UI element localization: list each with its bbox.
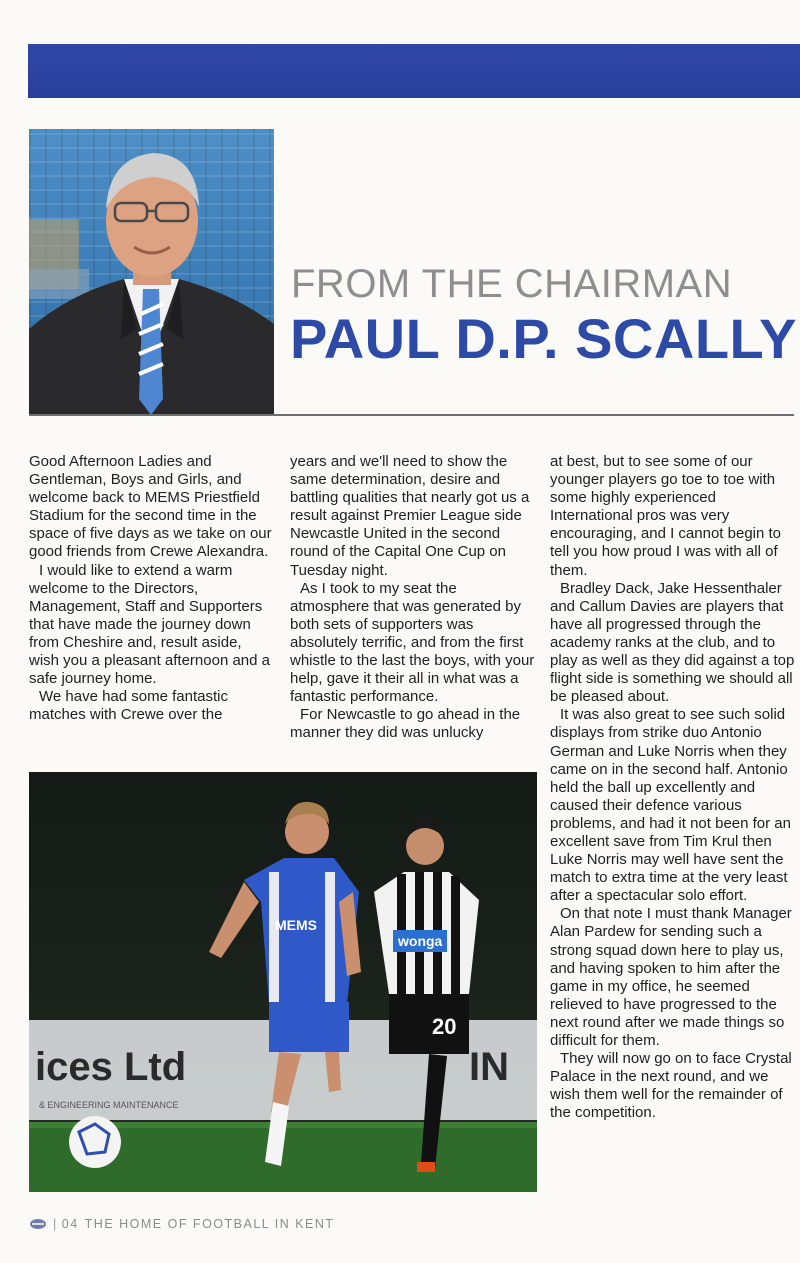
paragraph: They will now go on to face Crystal Palace in the next round, and we wish them well for the remainder of the competition.: [550, 1050, 792, 1122]
paragraph: Bradley Dack, Jake Hessenthaler and Callum Davies are players that have all progressed through the academy ranks at the club, and to play as well as they did against a top flight side is something we should all be pleased about.: [550, 579, 795, 706]
page-footer: | 04 THE HOME OF FOOTBALL IN KENT: [29, 1217, 335, 1231]
board-text-right: IN: [469, 1045, 509, 1089]
article-column-1: [29, 453, 273, 724]
paragraph: I would like to extend a warm welcome to the Directors, Management, Staff and Supporters that have made the journey down from Cheshire and, result aside, wish you a pleasant afternoon and a safe journey home.: [29, 561, 271, 688]
portrait-illustration: [29, 129, 274, 415]
paragraph: We have had some fantastic matches with Crewe over the: [29, 688, 228, 724]
paragraph: at best, but to see some of our younger players go toe to toe with some highly experienced International pros was very encouraging, and I cannot begin to tell you how proud I was with all of them.: [550, 453, 782, 579]
club-crest-icon: [29, 1218, 47, 1230]
footer-tagline: THE HOME OF FOOTBALL IN KENT: [84, 1217, 335, 1231]
paragraph: As I took to my seat the atmosphere that was generated by both sets of supporters was absolutely terrific, and from the first whistle to the last the boys, with your help, gave it their all in what was a fantastic performance.: [290, 579, 535, 706]
header-divider: [29, 414, 794, 416]
paragraph: For Newcastle to go ahead in the manner they did was unlucky: [290, 706, 521, 742]
chairman-portrait: [29, 129, 274, 415]
chairman-name: PAUL D.P. SCALLY: [290, 307, 797, 370]
match-illustration: [29, 772, 537, 1192]
paragraph: It was also great to see such solid displays from strike duo Antonio German and Luke Norris when they came on in the second half. Antonio held the ball up excellently and caused their defence various problems, and had it not been for an excellent save from Tim Krul then Luke Norris may well have sent the match to extra time at the very least after a spectacular solo effort.: [550, 706, 791, 905]
page-number: 04: [61, 1217, 79, 1231]
paragraph: On that note I must thank Manager Alan Pardew for sending such a strong squad down here to play us, and having spoken to him after the game in my office, he seemed relieved to have progressed to the next round after we made things so difficult for them.: [550, 905, 792, 1049]
section-kicker: FROM THE CHAIRMAN: [291, 262, 733, 306]
paragraph: Good Afternoon Ladies and Gentleman, Boys and Girls, and welcome back to MEMS Priestfield Stadium for the second time in the space of five days as we take on our good friends from Crewe Alexandra.: [29, 453, 272, 561]
board-subtext: & ENGINEERING MAINTENANCE: [39, 1100, 179, 1110]
top-color-band: [28, 44, 800, 98]
shirt-sponsor: MEMS: [275, 917, 317, 933]
paragraph: years and we'll need to show the same determination, desire and battling qualities that nearly got us a result against Premier League side Newcastle United in the second round of the Capital One Cup on Tuesday night.: [290, 453, 530, 579]
article-column-3: [550, 453, 800, 1122]
board-text: ices Ltd: [35, 1045, 187, 1089]
match-action-photo: [29, 772, 537, 1192]
opponent-sponsor: wonga: [398, 933, 443, 949]
shirt-number: 20: [432, 1014, 457, 1039]
article-column-2: [290, 453, 536, 743]
